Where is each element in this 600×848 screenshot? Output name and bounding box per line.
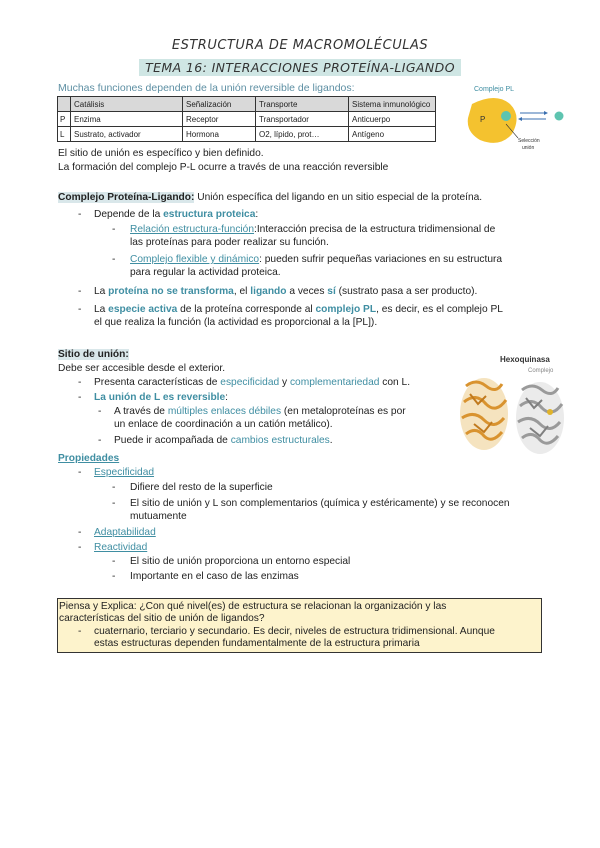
protein-ribbon-gray — [516, 382, 564, 454]
piensa-answer-1: cuaternario, terciario y secundario. Es decir, niveles de estructura tridimensional. Aunque — [94, 626, 495, 637]
sitio-line-1: Debe ser accesible desde el exterior. — [58, 363, 226, 374]
table-cell: Sistema inmunológico — [349, 97, 436, 112]
prop-especificidad-sub-2b: mutuamente — [130, 511, 187, 522]
line-specific-site: El sitio de unión es específico y bien definido. — [58, 148, 264, 159]
complejo-section: Complejo Proteína-Ligando: Unión específica del ligando en un sitio especial de la proteína. — [58, 192, 483, 203]
free-ligand — [555, 112, 564, 121]
prop-reactividad-sub-2: Importante en el caso de las enzimas — [130, 571, 299, 582]
prop-especificidad: Especificidad — [94, 467, 155, 478]
sitio-sub-1: A través de múltiples enlaces débiles (en metaloproteínas es por — [114, 406, 406, 417]
piensa-question-2: características del sitio de unión de ligandos? — [59, 613, 265, 624]
prop-reactividad-sub-1: El sitio de unión proporciona un entorno especial — [130, 556, 351, 567]
complejo-sub-2: Complejo flexible y dinámico: pueden sufrir pequeñas variaciones en su estructura — [130, 254, 503, 265]
sitio-heading: Sitio de unión: — [58, 349, 129, 360]
sitio-bullet-2: La unión de L es reversible: — [94, 392, 229, 403]
piensa-answer-2: estas estructuras dependen fundamentalmente de la estructura primaria — [94, 638, 420, 649]
table-cell: Sustrato, activador — [71, 127, 183, 142]
piensa-question-1: Piensa y Explica: ¿Con qué nivel(es) de estructura se relacionan la organización y las — [59, 601, 447, 612]
sitio-bullet-1: Presenta características de especificidad y complementariedad con L. — [94, 377, 411, 388]
table-cell — [58, 97, 71, 112]
prop-especificidad-sub-1: Difiere del resto de la superficie — [130, 482, 273, 493]
propiedades-heading: Propiedades — [58, 453, 120, 464]
table-cell: O2, lípido, prot… — [256, 127, 349, 142]
prop-reactividad: Reactividad — [94, 542, 148, 553]
table-cell: Transporte — [256, 97, 349, 112]
table-cell: P — [58, 112, 71, 127]
diagram-label: Complejo PL — [474, 86, 515, 93]
line-reversible: La formación del complejo P-L ocurre a través de una reacción reversible — [58, 162, 389, 173]
protein-shape — [468, 98, 517, 143]
complejo-bullet-2: La proteína no se transforma, el ligando a veces sí (sustrato pasa a ser producto). — [94, 286, 478, 297]
document-title: ESTRUCTURA DE MACROMOLÉCULAS — [171, 38, 429, 53]
prop-especificidad-sub-2: El sitio de unión y L son complementarios (química y estéricamente) y se reconocen — [130, 498, 510, 509]
table-cell: Enzima — [71, 112, 183, 127]
table-cell: Transportador — [256, 112, 349, 127]
complejo-sub-2-line2: para regular la actividad proteica. — [130, 267, 281, 278]
prop-adaptabilidad: Adaptabilidad — [94, 527, 156, 538]
sitio-sub-2: Puede ir acompañada de cambios estructurales. — [114, 435, 333, 446]
sitio-sub-1-line2: un enlace de coordinación a un catión metálico). — [114, 419, 333, 430]
complejo-heading: Complejo Proteína-Ligando: — [58, 192, 195, 203]
hexoquinasa-sublabel: Complejo — [528, 368, 554, 374]
table-cell: Catálisis — [71, 97, 183, 112]
table-header-row — [58, 97, 436, 112]
protein-label: P — [480, 115, 486, 124]
hexoquinasa-figure — [456, 352, 566, 460]
topic-subtitle: TEMA 16: INTERACCIONES PROTEÍNA-LIGANDO — [139, 59, 461, 76]
diagram-caption-1: Selección — [518, 138, 540, 144]
table-cell: Señalización — [183, 97, 256, 112]
table-cell: Hormona — [183, 127, 256, 142]
propiedades-heading-wrap — [58, 452, 119, 465]
complejo-pl-diagram — [466, 82, 576, 154]
hexoquinasa-label: Hexoquinasa — [500, 355, 550, 364]
table-row — [58, 127, 436, 142]
ligand-table — [57, 96, 436, 142]
complejo-sub-1-line2: las proteínas para poder realizar su función. — [130, 237, 329, 248]
complejo-sub-1: Relación estructura-función:Interacción precisa de la estructura tridimensional de — [130, 224, 496, 235]
protein-ribbon-orange — [460, 378, 508, 450]
table-cell: Receptor — [183, 112, 256, 127]
table-row — [58, 112, 436, 127]
bound-ligand — [501, 111, 511, 121]
complejo-bullet-3-line2: el que realiza la función (la actividad es proporcional a la [PL]). — [94, 317, 378, 328]
table-cell: L — [58, 127, 71, 142]
intro-text: Muchas funciones dependen de la unión reversible de ligandos: — [58, 82, 355, 94]
sitio-heading-wrap — [58, 348, 129, 361]
complejo-bullet-3: La especie activa de la proteína corresponde al complejo PL, es decir, es el complejo PL — [94, 304, 503, 315]
table-cell: Anticuerpo — [349, 112, 436, 127]
complejo-bullet-1: Depende de la estructura proteica: — [94, 209, 259, 220]
table-cell: Antígeno — [349, 127, 436, 142]
diagram-caption-2: unión — [522, 145, 535, 151]
